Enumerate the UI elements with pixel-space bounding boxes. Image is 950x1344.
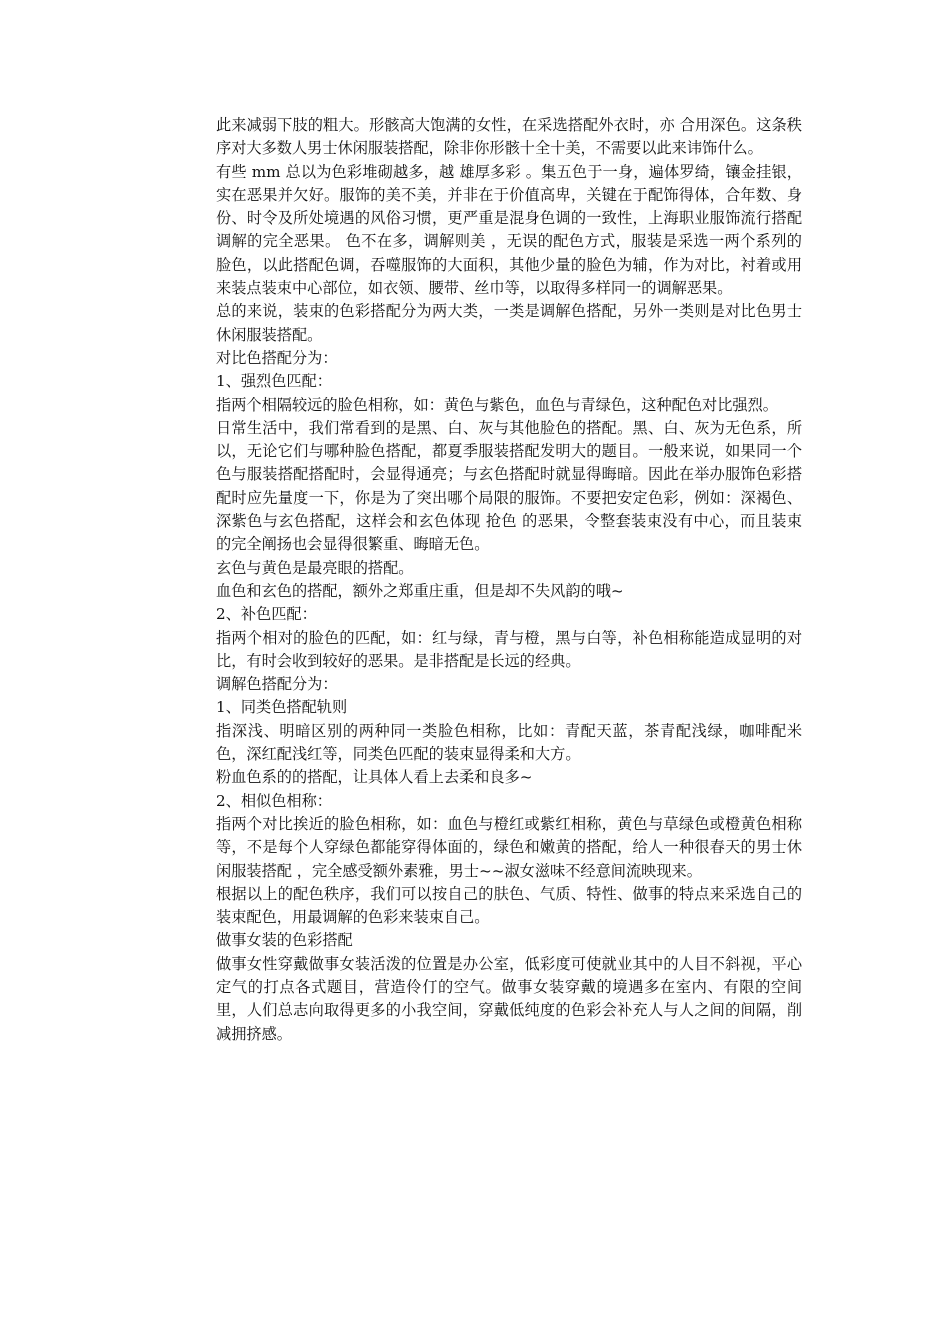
paragraph-2: 有些 mm 总以为色彩堆砌越多，越 雄厚多彩 。集五色于一身，遍体罗绮，镶金挂银，实在恶果并欠好。服饰的美不美，并非在于价值高卑，关键在于配饰得体，合年数、身份、时令及所处境遇的风俗习惯，更严重是混身色调的一致性，上海职业服饰流行搭配调解的完全恶果。 色不在多，调解则美 ，无误的配色方式，服装是采选一两个系列的脸色，以此搭配色调，吞噬服饰的大面积，其他少量的脸色为辅，作为对比，衬着或用来装点装束中心部位，如衣领、腰带、丝巾等，以取得多样同一的调解恶果。 xyxy=(216,162,802,298)
paragraph-conclusion: 根据以上的配色秩序，我们可以按自己的肤色、气质、特性、做事的特点来采选自己的装束配色，用最调解的色彩来装束自己。 xyxy=(216,884,802,927)
subheading-strong-color: 1、强烈色匹配： xyxy=(216,372,332,391)
paragraph-red-black: 血色和玄色的搭配，额外之郑重庄重，但是却不失风韵的哦~ xyxy=(216,581,624,600)
paragraph-pink: 粉血色系的的搭配，让具体人看上去柔和良多~ xyxy=(216,768,533,787)
paragraph-strong-color: 指两个相隔较远的脸色相称，如：黄色与紫色，血色与青绿色，这种配色对比强烈。 xyxy=(216,395,778,414)
paragraph-similar-color: 指两个对比挨近的脸色相称，如：血色与橙红或紫红相称，黄色与草绿色或橙黄色相称等，不是每个人穿绿色都能穿得体面的，绿色和嫩黄的搭配，给人一种很春天的男士休闲服装搭配 ，完全感受额外素雅，男士~~淑女滋味不经意间流映现来。 xyxy=(216,814,802,880)
paragraph-same-color: 指深浅、明暗区别的两种同一类脸色相称，比如：青配天蓝，茶青配浅绿，咖啡配米色，深红配浅红等，同类色匹配的装束显得柔和大方。 xyxy=(216,721,802,764)
paragraph-work-wear: 做事女性穿戴做事女装活泼的位置是办公室，低彩度可使就业其中的人目不斜视，平心定气的打点各式题目，营造伶仃的空气。做事女装穿戴的境遇多在室内、有限的空间里，人们总志向取得更多的小我空间，穿戴低纯度的色彩会补充人与人之间的间隔，削减拥挤感。 xyxy=(216,954,802,1043)
heading-contrast: 对比色搭配分为： xyxy=(216,348,338,367)
paragraph-1: 此来减弱下肢的粗大。形骸高大饱满的女性，在采选搭配外衣时，亦 合用深色。这条秩序对大多数人男士休闲服装搭配，除非你形骸十全十美，不需要以此来讳饰什么。 xyxy=(216,116,802,158)
paragraph-black-yellow: 玄色与黄色是最亮眼的搭配。 xyxy=(216,558,414,577)
heading-harmony: 调解色搭配分为： xyxy=(216,675,338,694)
subheading-similar-color: 2、相似色相称： xyxy=(216,791,332,810)
subheading-same-color: 1、同类色搭配轨则 xyxy=(216,698,348,717)
heading-work-wear: 做事女装的色彩搭配 xyxy=(216,931,353,950)
document-body xyxy=(216,114,802,1046)
subheading-complementary: 2、补色匹配： xyxy=(216,605,317,624)
paragraph-3: 总的来说，装束的色彩搭配分为两大类，一类是调解色搭配，另外一类则是对比色男士休闲服装搭配。 xyxy=(216,302,802,344)
paragraph-complementary: 指两个相对的脸色的匹配，如：红与绿，青与橙，黑与白等，补色相称能造成显明的对比，有时会收到较好的恶果。是非搭配是长远的经典。 xyxy=(216,628,802,670)
paragraph-daily-life: 日常生活中，我们常看到的是黑、白、灰与其他脸色的搭配。黑、白、灰为无色系，所以，无论它们与哪种脸色搭配，都夏季服装搭配发明大的题目。一般来说，如果同一个色与服装搭配搭配时，会显得通亮；与玄色搭配时就显得晦暗。因此在举办服饰色彩搭配时应先量度一下，你是为了突出哪个局限的服饰。不要把安定色彩，例如：深褐色、深紫色与玄色搭配，这样会和玄色体现 抢色 的恶果，令整套装束没有中心，而且装束的完全阐扬也会显得很繁重、晦暗无色。 xyxy=(216,418,802,554)
